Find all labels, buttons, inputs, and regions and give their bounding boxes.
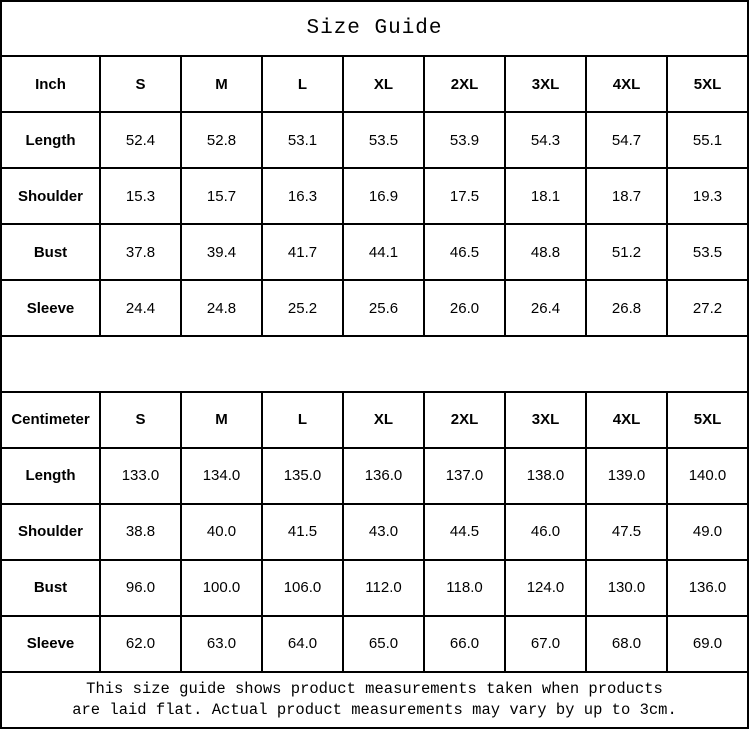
measurement-row [1,560,748,616]
size-column-header: 4XL [586,56,667,112]
measurement-value-cell: 63.0 [181,616,262,672]
measurement-value-cell: 54.3 [505,112,586,168]
measurement-row [1,504,748,560]
table-spacer-cell [1,336,748,391]
measurement-value-cell: 51.2 [586,224,667,280]
measurement-value-cell: 44.5 [424,504,505,560]
centimeter-table-body [1,392,748,672]
footer-note-line1: This size guide shows product measurements taken when products [86,679,663,698]
inch-table-body [1,56,748,336]
measurement-value-cell: 15.7 [181,168,262,224]
size-column-header: M [181,56,262,112]
size-column-header: L [262,56,343,112]
measurement-value-cell: 68.0 [586,616,667,672]
measurement-value-cell: 134.0 [181,448,262,504]
size-header-row [1,56,748,112]
title-row [1,1,748,56]
unit-header-cell: Centimeter [1,392,100,448]
measurement-value-cell: 112.0 [343,560,424,616]
measurement-value-cell: 38.8 [100,504,181,560]
measurement-value-cell: 124.0 [505,560,586,616]
measurement-value-cell: 26.0 [424,280,505,336]
measurement-value-cell: 118.0 [424,560,505,616]
measurement-value-cell: 16.3 [262,168,343,224]
measurement-row-label: Sleeve [1,280,100,336]
size-column-header: 5XL [667,56,748,112]
size-column-header: M [181,392,262,448]
measurement-value-cell: 137.0 [424,448,505,504]
measurement-value-cell: 19.3 [667,168,748,224]
measurement-value-cell: 53.1 [262,112,343,168]
size-column-header: 2XL [424,392,505,448]
measurement-row-label: Length [1,112,100,168]
measurement-value-cell: 69.0 [667,616,748,672]
measurement-row [1,448,748,504]
measurement-value-cell: 135.0 [262,448,343,504]
measurement-value-cell: 27.2 [667,280,748,336]
measurement-value-cell: 41.5 [262,504,343,560]
measurement-value-cell: 66.0 [424,616,505,672]
measurement-value-cell: 100.0 [181,560,262,616]
measurement-value-cell: 106.0 [262,560,343,616]
measurement-row [1,112,748,168]
measurement-value-cell: 44.1 [343,224,424,280]
size-column-header: L [262,392,343,448]
measurement-value-cell: 37.8 [100,224,181,280]
measurement-value-cell: 130.0 [586,560,667,616]
footer-note-line2: are laid flat. Actual product measurements may vary by up to 3cm. [72,700,677,719]
measurement-row [1,616,748,672]
measurement-value-cell: 18.1 [505,168,586,224]
measurement-row-label: Shoulder [1,504,100,560]
measurement-value-cell: 140.0 [667,448,748,504]
measurement-row [1,280,748,336]
measurement-value-cell: 46.0 [505,504,586,560]
measurement-value-cell: 26.4 [505,280,586,336]
measurement-value-cell: 18.7 [586,168,667,224]
footer-row [1,672,748,728]
measurement-value-cell: 47.5 [586,504,667,560]
footer-note [1,672,748,728]
measurement-row [1,224,748,280]
table-spacer-row [1,336,748,391]
measurement-value-cell: 16.9 [343,168,424,224]
measurement-row [1,168,748,224]
size-column-header: 2XL [424,56,505,112]
unit-header-cell: Inch [1,56,100,112]
measurement-row-label: Sleeve [1,616,100,672]
size-column-header: S [100,392,181,448]
size-column-header: 5XL [667,392,748,448]
measurement-value-cell: 15.3 [100,168,181,224]
measurement-value-cell: 24.4 [100,280,181,336]
measurement-value-cell: 133.0 [100,448,181,504]
measurement-row-label: Shoulder [1,168,100,224]
measurement-value-cell: 24.8 [181,280,262,336]
measurement-value-cell: 52.4 [100,112,181,168]
measurement-value-cell: 67.0 [505,616,586,672]
measurement-value-cell: 25.2 [262,280,343,336]
measurement-value-cell: 136.0 [667,560,748,616]
measurement-value-cell: 96.0 [100,560,181,616]
measurement-value-cell: 39.4 [181,224,262,280]
measurement-row-label: Bust [1,560,100,616]
size-column-header: 3XL [505,56,586,112]
size-column-header: 4XL [586,392,667,448]
measurement-value-cell: 53.5 [667,224,748,280]
size-column-header: XL [343,56,424,112]
size-header-row [1,392,748,448]
size-column-header: S [100,56,181,112]
measurement-row-label: Length [1,448,100,504]
measurement-value-cell: 46.5 [424,224,505,280]
measurement-value-cell: 52.8 [181,112,262,168]
measurement-value-cell: 17.5 [424,168,505,224]
size-column-header: 3XL [505,392,586,448]
measurement-value-cell: 65.0 [343,616,424,672]
measurement-value-cell: 136.0 [343,448,424,504]
measurement-value-cell: 40.0 [181,504,262,560]
measurement-value-cell: 48.8 [505,224,586,280]
measurement-value-cell: 139.0 [586,448,667,504]
measurement-value-cell: 41.7 [262,224,343,280]
measurement-row-label: Bust [1,224,100,280]
measurement-value-cell: 43.0 [343,504,424,560]
measurement-value-cell: 53.5 [343,112,424,168]
measurement-value-cell: 64.0 [262,616,343,672]
measurement-value-cell: 55.1 [667,112,748,168]
measurement-value-cell: 53.9 [424,112,505,168]
measurement-value-cell: 49.0 [667,504,748,560]
measurement-value-cell: 62.0 [100,616,181,672]
measurement-value-cell: 138.0 [505,448,586,504]
measurement-value-cell: 26.8 [586,280,667,336]
measurement-value-cell: 25.6 [343,280,424,336]
size-column-header: XL [343,392,424,448]
measurement-value-cell: 54.7 [586,112,667,168]
page-title: Size Guide [1,1,748,56]
